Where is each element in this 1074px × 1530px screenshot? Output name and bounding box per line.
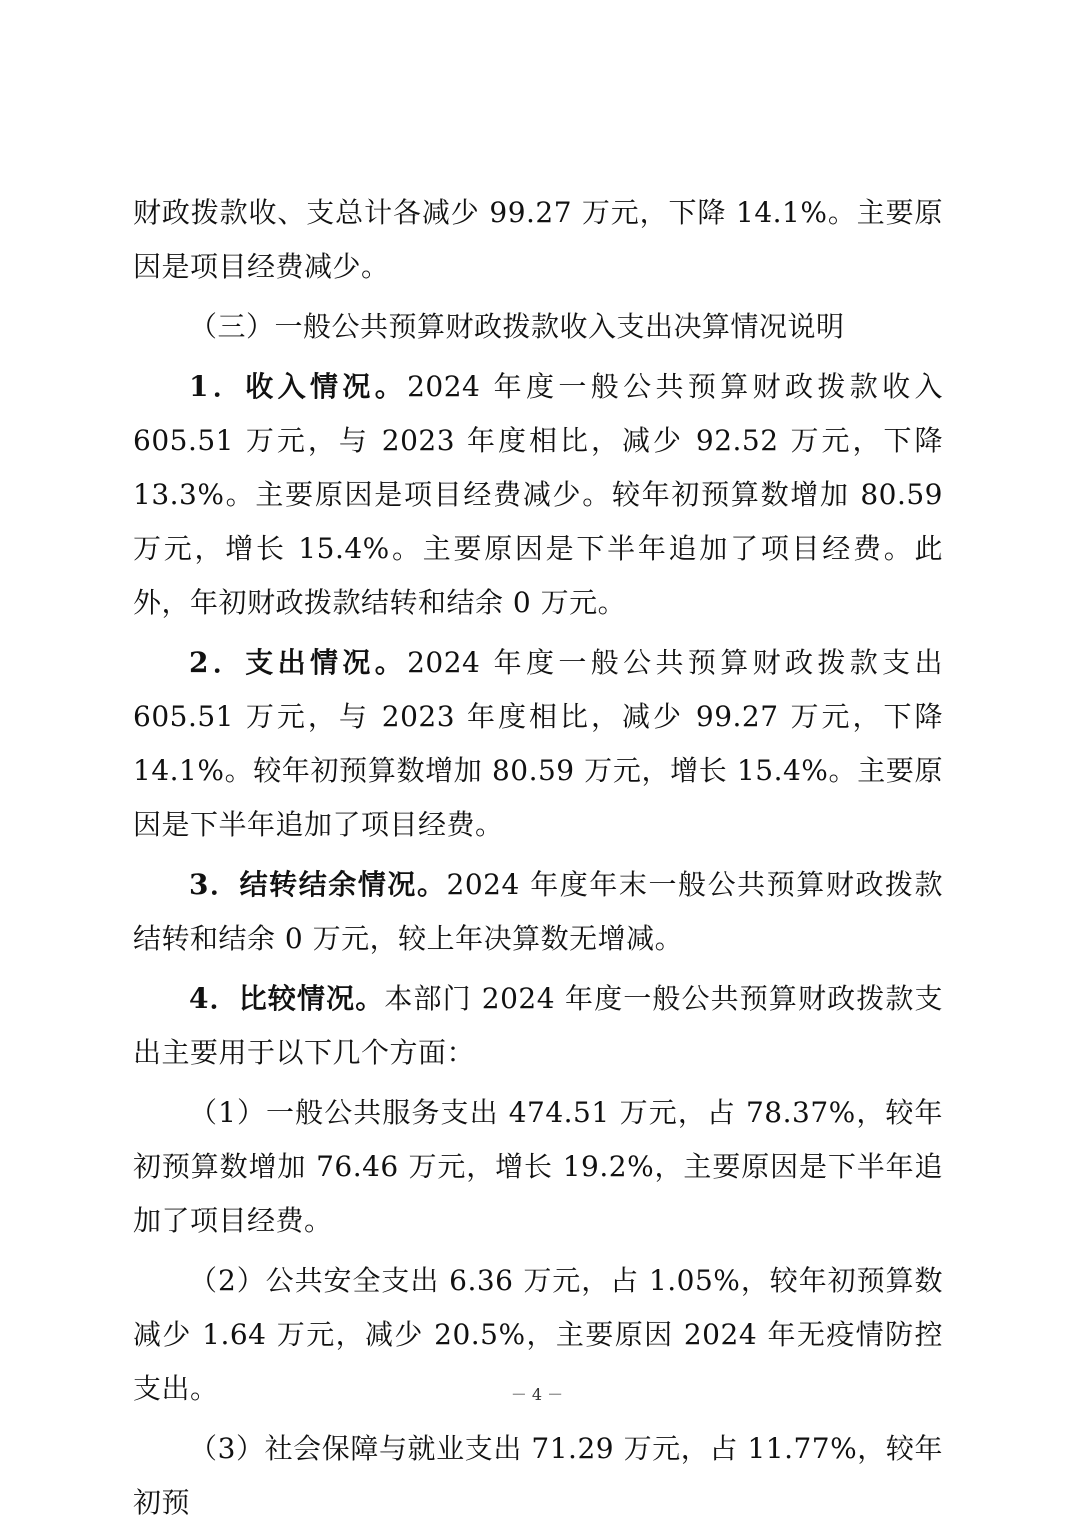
paragraph-carryover	[133, 186, 943, 294]
paragraph-text: （3）社会保障与就业支出 71.29 万元，占 11.77%，较年初预	[133, 1432, 943, 1519]
paragraph-lead: 2．支出情况。	[189, 646, 408, 679]
section-heading-text: （三）一般公共预算财政拨款收入支出决算情况说明	[189, 310, 845, 343]
page-number: － 4 －	[510, 1385, 564, 1404]
list-item-general-services	[133, 1086, 943, 1248]
paragraph-text: （2）公共安全支出 6.36 万元，占 1.05%，较年初预算数减少 1.64 万元，减少 20.5%，主要原因 2024 年无疫情防控支出。	[133, 1264, 943, 1405]
section-heading	[133, 300, 943, 354]
paragraph-income	[133, 360, 943, 630]
paragraph-expenditure	[133, 636, 943, 852]
paragraph-text: 财政拨款收、支总计各减少 99.27 万元，下降 14.1%。主要原因是项目经费减少。	[133, 196, 943, 283]
paragraph-comparison	[133, 972, 943, 1080]
list-item-social-security	[133, 1422, 943, 1530]
paragraph-lead: 1．收入情况。	[189, 370, 408, 403]
paragraph-text: 2024 年度一般公共预算财政拨款支出 605.51 万元，与 2023 年度相比，减少 99.27 万元，下降 14.1%。较年初预算数增加 80.59 万元，增长 15.4%。主要原因是下半年追加了项目经费。	[133, 646, 943, 841]
paragraph-text: （1）一般公共服务支出 474.51 万元，占 78.37%，较年初预算数增加 76.46 万元，增长 19.2%，主要原因是下半年追加了项目经费。	[133, 1096, 943, 1237]
paragraph-text: 本部门 2024 年度一般公共预算财政拨款支出主要用于以下几个方面：	[133, 982, 944, 1069]
paragraph-lead: 4．比较情况。	[189, 982, 385, 1015]
paragraph-carryforward	[133, 858, 943, 966]
paragraph-text: 2024 年度年末一般公共预算财政拨款结转和结余 0 万元，较上年决算数无增减。	[133, 868, 943, 955]
paragraph-text: 2024 年度一般公共预算财政拨款收入 605.51 万元，与 2023 年度相比，减少 92.52 万元，下降 13.3%。主要原因是项目经费减少。较年初预算数增加 80.59 万元，增长 15.4%。主要原因是下半年追加了项目经费。此外，年初财政拨款结转和结余 0 万元。	[133, 370, 943, 619]
document-body	[133, 186, 943, 1530]
paragraph-lead: 3．结转结余情况。	[189, 868, 447, 901]
